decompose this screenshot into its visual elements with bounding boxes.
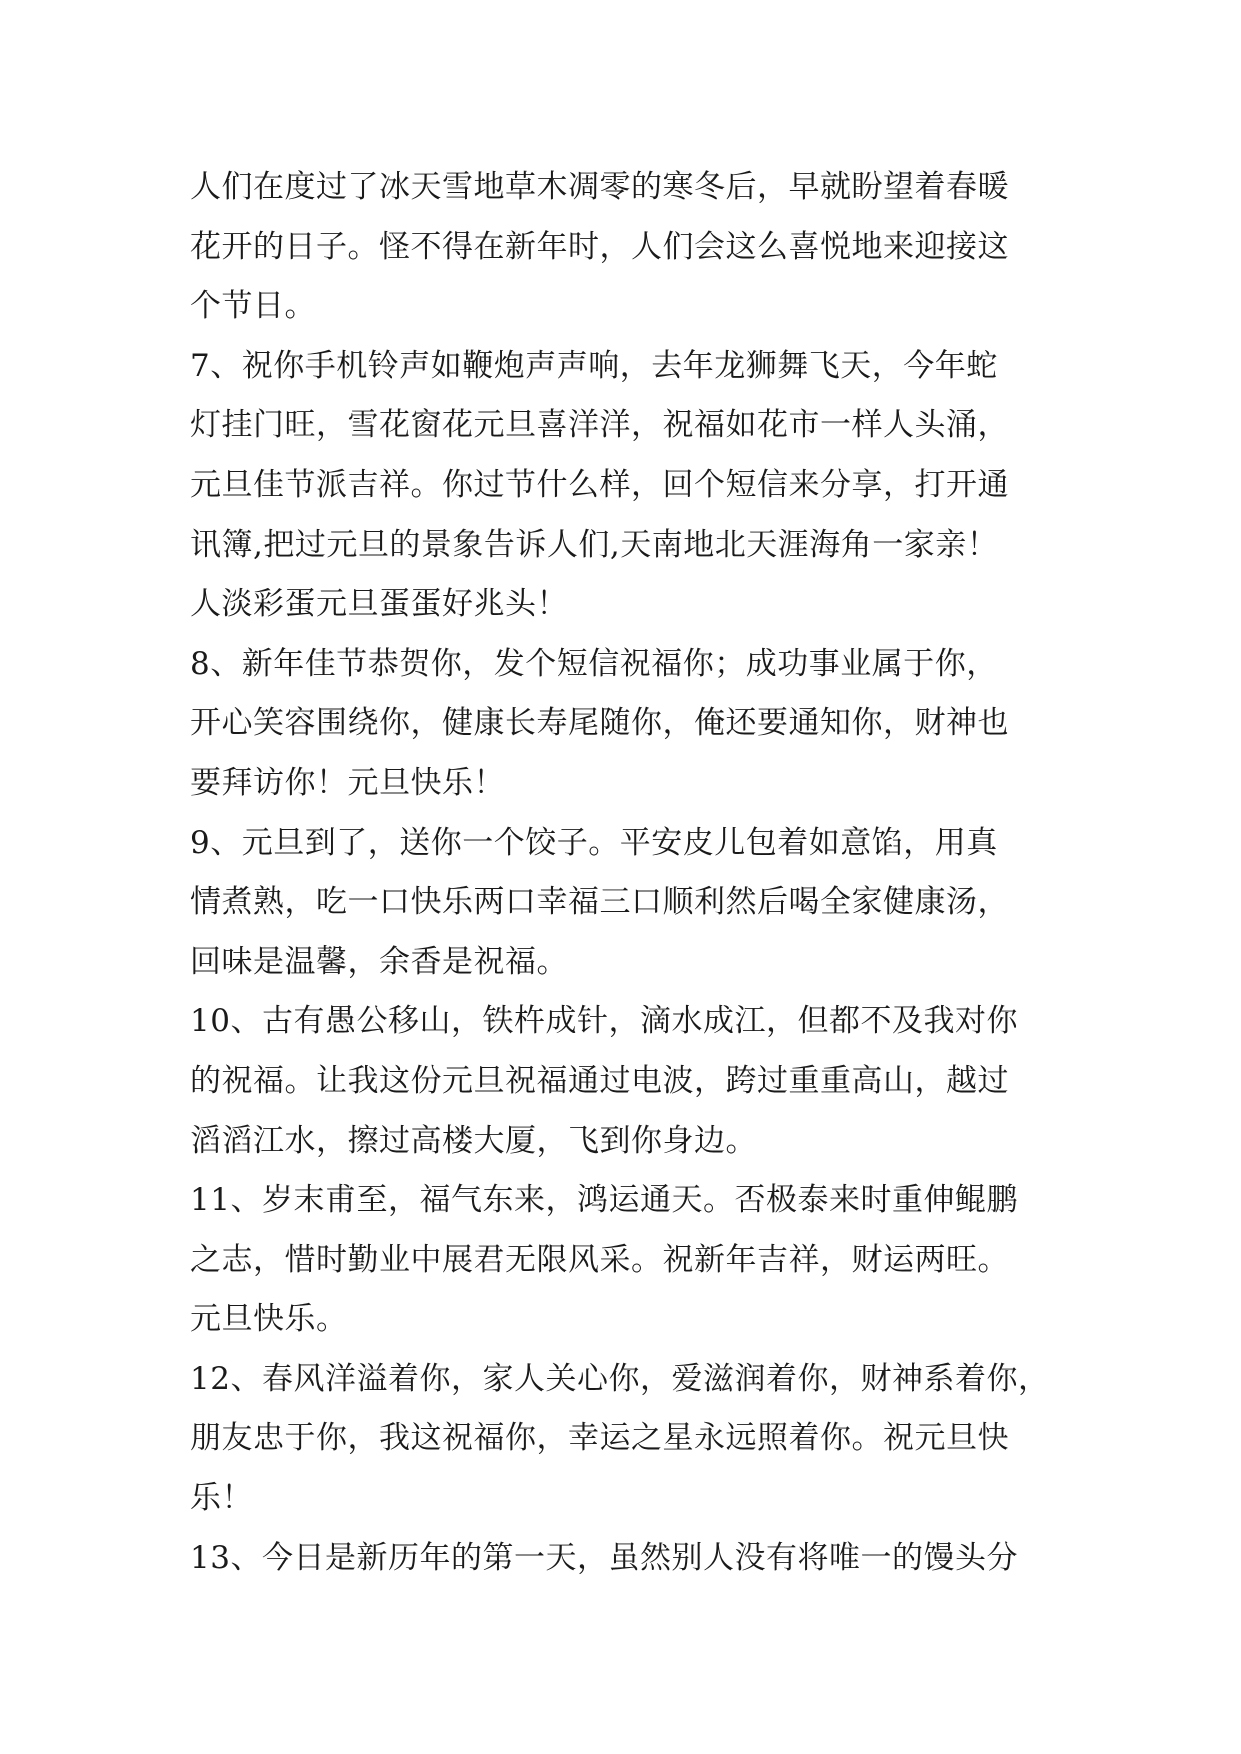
text-line: 灯挂门旺，雪花窗花元旦喜洋洋，祝福如花市一样人头涌，: [190, 407, 1009, 444]
text-line: 朋友忠于你，我这祝福你，幸运之星永远照着你。祝元旦快: [190, 1420, 1009, 1457]
text-line: 8、新年佳节恭贺你，发个短信祝福你；成功事业属于你，: [190, 645, 998, 682]
text-line: 7、祝你手机铃声如鞭炮声声响，去年龙狮舞飞天，今年蛇: [190, 347, 998, 384]
text-line: 回味是温馨，余香是祝福。: [190, 943, 568, 980]
text-line: 讯簿,把过元旦的景象告诉人们,天南地北天涯海角一家亲！: [190, 526, 999, 563]
text-line: 乐！: [190, 1480, 253, 1517]
text-line: 13、今日是新历年的第一天，虽然别人没有将唯一的馒头分: [190, 1539, 1018, 1576]
text-line: 人淡彩蛋元旦蛋蛋好兆头！: [190, 586, 568, 623]
text-line: 11、岁末甫至，福气东来，鸿运通天。否极泰来时重伸鲲鹏: [190, 1182, 1018, 1219]
text-line: 元旦佳节派吉祥。你过节什么样，回个短信来分享，打开通: [190, 466, 1009, 503]
text-line: 的祝福。让我这份元旦祝福通过电波，跨过重重高山，越过: [190, 1062, 1009, 1099]
text-line: 花开的日子。怪不得在新年时，人们会这么喜悦地来迎接这: [190, 228, 1009, 265]
text-line: 个节日。: [190, 288, 316, 325]
text-line: 开心笑容围绕你，健康长寿尾随你，俺还要通知你，财神也: [190, 705, 1009, 742]
text-line: 9、元旦到了，送你一个饺子。平安皮儿包着如意馅，用真: [190, 824, 998, 861]
text-line: 12、春风洋溢着你，家人关心你，爱滋润着你，财神系着你，: [190, 1360, 1050, 1397]
text-line: 情煮熟，吃一口快乐两口幸福三口顺利然后喝全家健康汤，: [190, 884, 1009, 921]
text-line: 滔滔江水，擦过高楼大厦，飞到你身边。: [190, 1122, 757, 1159]
text-line: 10、古有愚公移山，铁杵成针，滴水成江，但都不及我对你: [190, 1003, 1018, 1040]
document-body: [190, 158, 1060, 1588]
text-line: 人们在度过了冰天雪地草木凋零的寒冬后，早就盼望着春暖: [190, 169, 1009, 205]
text-line: 之志，惜时勤业中展君无限风采。祝新年吉祥，财运两旺。: [190, 1241, 1009, 1278]
text-line: 要拜访你！元旦快乐！: [190, 764, 505, 801]
text-line: 元旦快乐。: [190, 1301, 348, 1338]
